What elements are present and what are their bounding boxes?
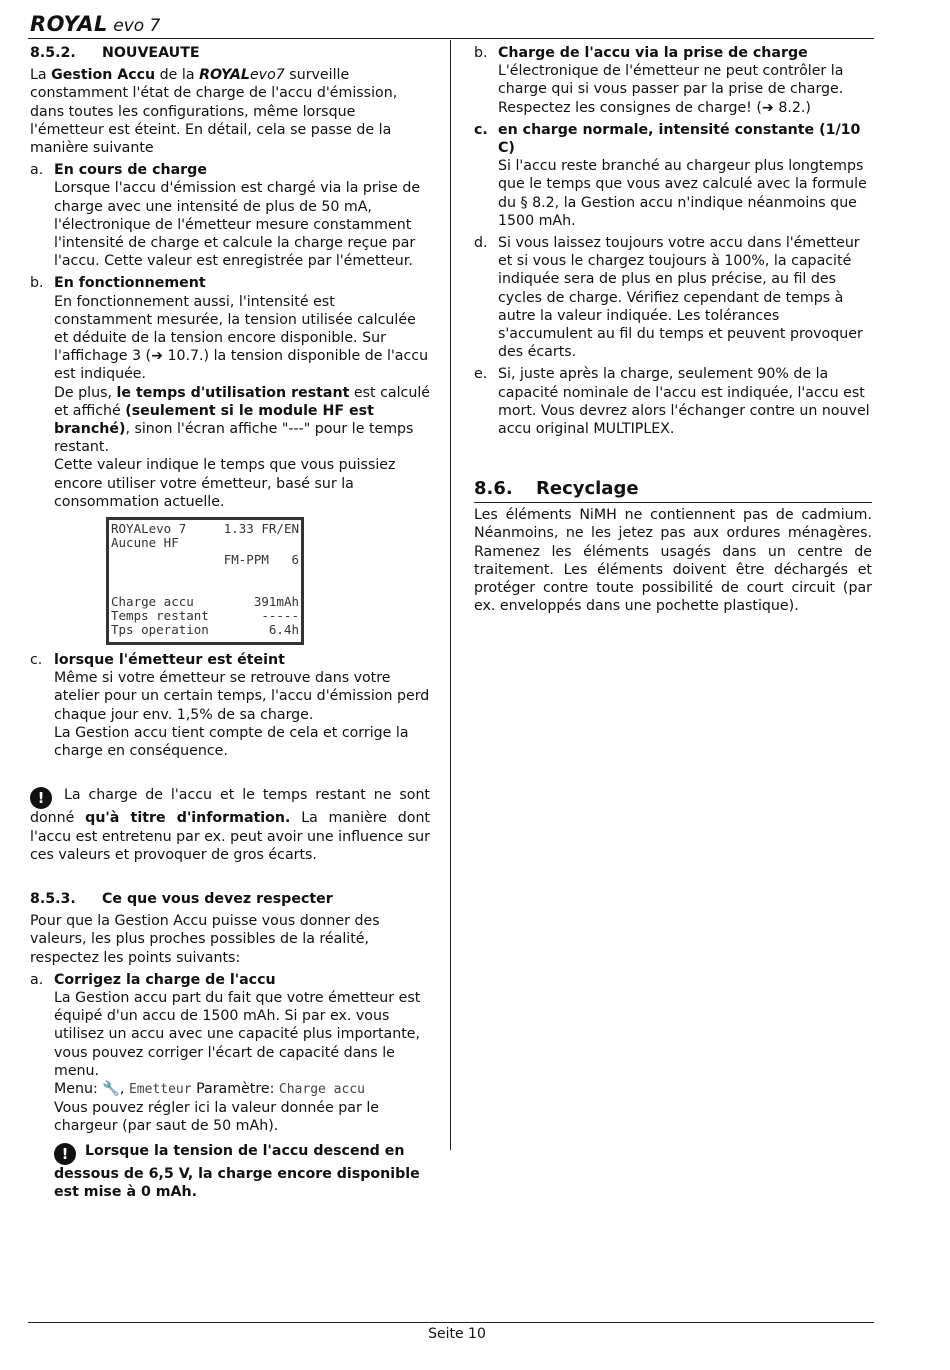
- lcd-row: [111, 623, 299, 638]
- list-item-c-right: [474, 121, 872, 230]
- text: La: [30, 67, 52, 84]
- section-number: 8.5.2.: [30, 45, 76, 61]
- list-item-d-right: [474, 234, 872, 361]
- lcd-text: Aucune HF: [111, 535, 179, 551]
- warning-note: [54, 1142, 430, 1201]
- list-item-b-right: [474, 44, 872, 117]
- section-title: Recyclage: [536, 478, 639, 500]
- section-number: 8.5.3.: [30, 890, 76, 907]
- text: Paramètre:: [191, 1080, 279, 1097]
- list-item-title: Corrigez la charge de l'accu: [54, 971, 276, 988]
- right-column: [474, 44, 872, 615]
- text: L'électronique de l'émetteur ne peut contrôler la charge qui si vous passer par la prise de charge. Respectez les consignes de charge! (: [498, 63, 844, 116]
- column-divider: [450, 40, 451, 1150]
- section-heading-86: [474, 478, 872, 503]
- section-heading-853: [30, 890, 430, 908]
- list-label: c.: [474, 121, 488, 138]
- text-bold: qu'à titre d'information.: [85, 810, 291, 827]
- list-item-text: [498, 62, 872, 117]
- lcd-text: 6.4h: [268, 622, 299, 638]
- list-item-text: Cette valeur indique le temps que vous puissiez encore utiliser votre émetteur, basé sur la consommation actuelle.: [54, 457, 396, 510]
- text: ,: [119, 1080, 129, 1097]
- text: est calculé et affiché: [54, 384, 430, 419]
- list-item-text: La Gestion accu part du fait que votre émetteur est équipé d'un accu de 1500 mAh. Si par ex. vous utilisez un accu avec une capacité plus importante, vous pouvez corriger l'écart de capacité dans le menu.: [54, 989, 421, 1079]
- lcd-text: 391mAh: [253, 594, 299, 610]
- lcd-row: [111, 536, 299, 551]
- text: , sinon l'écran affiche "---" pour le temps restant.: [54, 421, 414, 456]
- text-model: evo7: [249, 67, 285, 84]
- list-item-title: En cours de charge: [54, 162, 207, 179]
- list-label: a.: [30, 162, 44, 179]
- intro-paragraph: [30, 66, 430, 157]
- list-item-b: [30, 274, 430, 511]
- list-item-text: [54, 293, 430, 384]
- list-item-text: Lorsque l'accu d'émission est chargé via la prise de charge avec une intensité de plus de 50 mA, l'électronique de l'émetteur mesure constamment l'intensité de charge et calcule la charge reçue par l'accu. Cette valeur est enregistrée par l'émetteur.: [54, 180, 421, 270]
- lcd-text: ROYALevo 7: [111, 521, 187, 537]
- info-note: [30, 786, 430, 864]
- wrench-icon: 🔧: [102, 1080, 120, 1097]
- parameter-name: Charge accu: [278, 1081, 365, 1097]
- menu-item-name: Emetteur: [128, 1081, 192, 1097]
- text: 8.2.): [773, 99, 811, 116]
- brand-logo: [30, 12, 160, 38]
- lcd-text: -----: [261, 608, 299, 624]
- list-item-text: La Gestion accu tient compte de cela et corrige la charge en conséquence.: [54, 724, 409, 760]
- list-item-text: Si vous laissez toujours votre accu dans l'émetteur et si vous le chargez toujours à 100%, la capacité indiquée sera de plus en plus précise, au fil des cycles de charge. Vérifiez cependant de temps à autre la valeur indiquée. Les tolérances s'accumulent au fil du temps et peuvent provoquer des écarts.: [498, 235, 863, 361]
- section-number: 8.6.: [474, 478, 513, 500]
- brand-name: ROYAL: [30, 12, 108, 36]
- text-bold: Lorsque la tension de l'accu descend en dessous de 6,5 V, la charge encore disponible est mise à 0 mAh.: [54, 1142, 420, 1200]
- list-item-c: [30, 651, 430, 760]
- lcd-text: Tps operation: [111, 622, 209, 638]
- list-item-title: en charge normale, intensité constante (1/10 C): [498, 121, 861, 157]
- brand-model: evo 7: [107, 16, 161, 36]
- text: surveille constamment l'état de charge de l'accu d'émission, dans toutes les configurations, même lorsque l'émetteur est éteint. En détail, cela se passe de la manière suivante: [30, 67, 398, 157]
- lcd-text: 1.33 FR/EN: [223, 521, 299, 537]
- text: La charge de l'accu et le temps restant ne sont donné: [30, 787, 430, 827]
- text-bold: (seulement si le module HF est branché): [54, 402, 374, 438]
- warning-icon: !: [30, 787, 52, 809]
- list-item-title: Charge de l'accu via la prise de charge: [498, 45, 808, 61]
- recycling-paragraph: Les éléments NiMH ne contiennent pas de cadmium. Néanmoins, ne les jetez pas aux ordures ménagères. Ramenez les éléments usagés dans un centre de traitement. Les éléments doivent être déchargés et protéger contre toute possibilité de court circuit (par ex. enveloppés dans une pochette plastique).: [474, 507, 872, 615]
- list-item-text: Si l'accu reste branché au chargeur plus longtemps que le temps que vous avez calculé avec la formule du § 8.2, la Gestion accu n'indique néanmoins que 1500 mAh.: [498, 158, 867, 229]
- list-item-text: Vous pouvez régler ici la valeur donnée par le chargeur (par saut de 50 mAh).: [54, 1100, 379, 1135]
- lcd-text: FM-PPM 6: [223, 552, 299, 568]
- lcd-text: Temps restant: [111, 608, 209, 624]
- section-title: Ce que vous devez respecter: [102, 890, 333, 907]
- list-item-text: [54, 384, 430, 457]
- list-item-title: En fonctionnement: [54, 275, 206, 292]
- list-label: b.: [474, 45, 488, 61]
- list-label: d.: [474, 235, 488, 252]
- section-title: NOUVEAUTE: [102, 45, 200, 61]
- list-item-a2: [30, 971, 430, 1201]
- section-intro: Pour que la Gestion Accu puisse vous donner des valeurs, les plus proches possibles de la réalité, respectez les points suivants:: [30, 913, 380, 966]
- footer-divider: [28, 1322, 874, 1323]
- page-header: [28, 10, 874, 39]
- arrow-right-icon: ➔: [761, 99, 774, 116]
- list-label: c.: [30, 652, 43, 669]
- list-item-title: lorsque l'émetteur est éteint: [54, 652, 285, 669]
- page-number: Seite 10: [428, 1326, 486, 1342]
- text: En fonctionnement aussi, l'intensité est constamment mesurée, la tension utilisée calculée et déduite de la tension encore disponible. Sur l'affichage 3 (: [54, 293, 416, 365]
- list-label: a.: [30, 971, 44, 988]
- text-bold: Gestion Accu: [51, 67, 156, 84]
- lcd-display-screenshot: [106, 517, 304, 645]
- text: La manière dont l'accu est entretenu par ex. peut avoir une influence sur ces valeurs et provoquer de gros écarts.: [30, 810, 430, 863]
- text-bold: le temps d'utilisation restant: [116, 384, 350, 401]
- left-column: [30, 44, 430, 1201]
- arrow-right-icon: ➔: [151, 348, 163, 365]
- lcd-text: Charge accu: [111, 594, 194, 610]
- warning-icon: !: [54, 1143, 76, 1165]
- section-heading-852: [30, 44, 430, 62]
- list-item-text: Même si votre émetteur se retrouve dans votre atelier pour un certain temps, l'accu d'émission perd chaque jour env. 1,5% de sa charge.: [54, 670, 430, 723]
- text: De plus,: [54, 384, 117, 401]
- text-brand: ROYAL: [199, 67, 250, 84]
- text: Menu:: [54, 1080, 103, 1097]
- list-label: b.: [30, 275, 44, 292]
- text: de la: [155, 67, 200, 84]
- list-item-text: Si, juste après la charge, seulement 90% de la capacité nominale de l'accu est indiquée, l'accu est mort. Vous devrez alors l'échanger contre un nouvel accu original MULTIPLEX.: [498, 366, 870, 438]
- list-item-e-right: [474, 365, 872, 438]
- text: 10.7.) la tension disponible de l'accu est indiquée.: [54, 348, 429, 383]
- list-label: e.: [474, 366, 488, 383]
- lcd-row: [111, 553, 299, 568]
- list-item-a: [30, 161, 430, 270]
- menu-path: [54, 1080, 430, 1099]
